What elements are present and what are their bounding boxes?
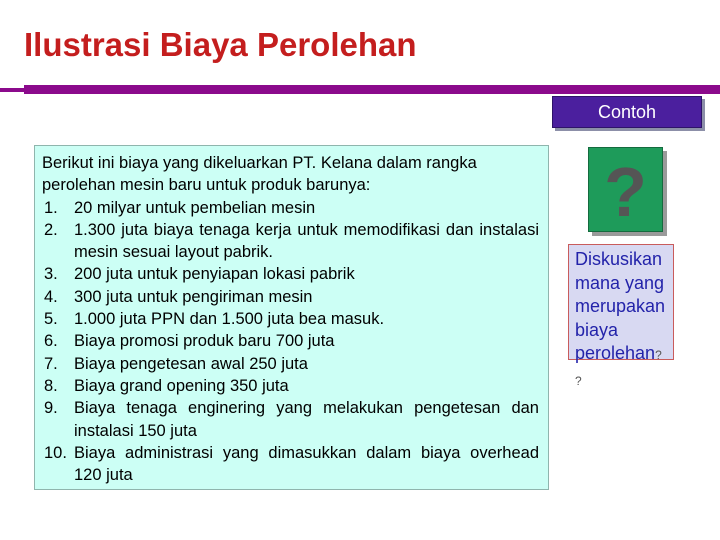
list-item — [42, 353, 539, 375]
list-item-text: 20 milyar untuk pembelian mesin — [74, 198, 316, 217]
discussion-text: Diskusikan mana yang merupakan biaya perolehan — [575, 249, 666, 363]
list-item — [42, 397, 539, 442]
question-box — [588, 147, 663, 232]
list-item-number: 1. — [44, 198, 58, 217]
discussion-prompt — [575, 248, 685, 393]
title-rule — [24, 85, 720, 94]
example-tag: Contoh — [552, 96, 702, 128]
list-item-number: 7. — [44, 354, 58, 373]
question-mark-icon: ? — [604, 152, 647, 231]
list-item-number: 2. — [44, 220, 58, 239]
list-item — [42, 375, 539, 397]
intro-text: Berikut ini biaya yang dikeluarkan PT. Kelana dalam rangka perolehan mesin baru untuk produk barunya: — [42, 154, 477, 195]
list-item-text: 1.000 juta PPN dan 1.500 juta bea masuk. — [74, 310, 385, 329]
list-item — [42, 263, 539, 285]
list-item — [42, 286, 539, 308]
list-item-text: Biaya tenaga enginering yang melakukan pengetesan dan instalasi 150 juta — [74, 399, 539, 440]
content-box — [34, 145, 549, 490]
list-item-text: Biaya pengetesan awal 250 juta — [74, 354, 308, 373]
list-item-text: 300 juta untuk pengiriman mesin — [74, 287, 313, 306]
list-item — [42, 442, 539, 487]
list-item-number: 10. — [44, 443, 67, 462]
list-item-number: 9. — [44, 399, 58, 418]
list-item-text: Biaya promosi produk baru 700 juta — [74, 332, 335, 351]
list-item-number: 5. — [44, 310, 58, 329]
list-item-text: 200 juta untuk penyiapan lokasi pabrik — [74, 265, 355, 284]
list-item-number: 3. — [44, 265, 58, 284]
cost-list — [42, 197, 539, 487]
title-rule-tail — [0, 88, 24, 92]
list-item — [42, 197, 539, 219]
list-item — [42, 308, 539, 330]
list-item-number: 4. — [44, 287, 58, 306]
discussion-question-mark: ? — [655, 348, 662, 362]
list-item-text: Biaya grand opening 350 juta — [74, 376, 289, 395]
list-item — [42, 219, 539, 264]
slide-title: Ilustrasi Biaya Perolehan — [24, 26, 417, 63]
list-item-number: 6. — [44, 332, 58, 351]
discussion-question-mark-2: ? — [575, 373, 582, 388]
list-item — [42, 330, 539, 352]
list-item-text: 1.300 juta biaya tenaga kerja untuk memodifikasi dan instalasi mesin sesuai layout pabrik. — [74, 220, 539, 262]
list-item-text: Biaya administrasi yang dimasukkan dalam biaya overhead 120 juta — [74, 443, 539, 485]
list-item-number: 8. — [44, 376, 58, 395]
